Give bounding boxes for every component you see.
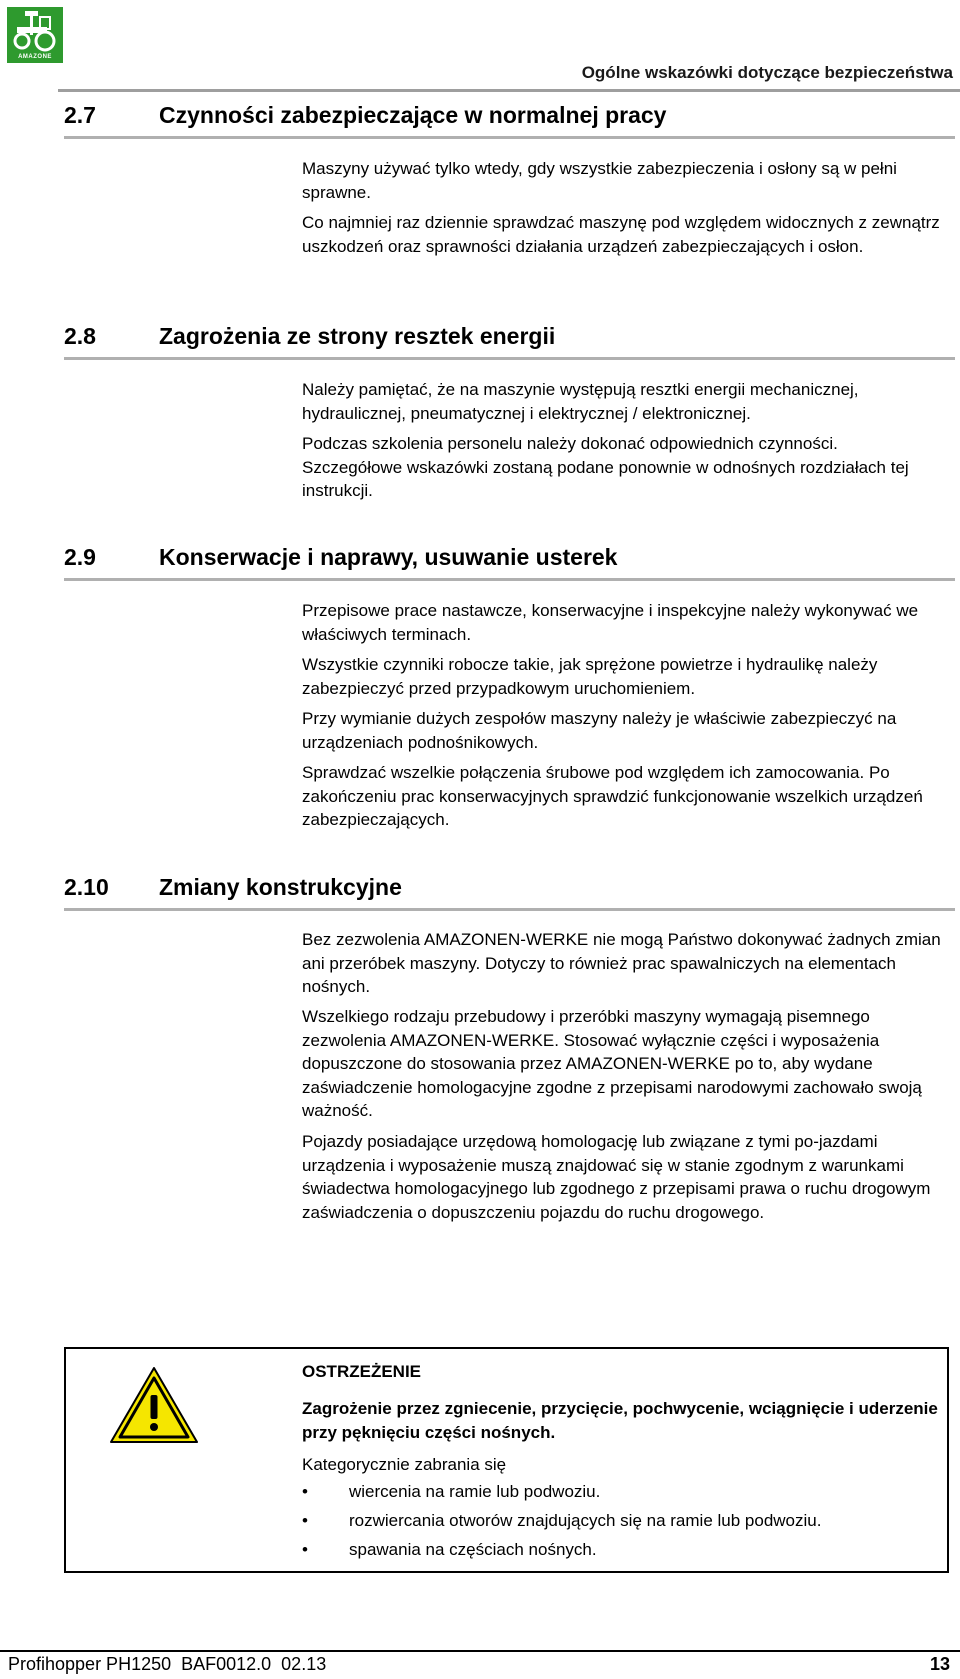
amazone-logo bbox=[7, 7, 63, 63]
bullet-icon: • bbox=[302, 1482, 308, 1501]
warning-list-item-text: rozwiercania otworów znajdujących się na ramie lub podwoziu. bbox=[349, 1511, 822, 1530]
section-title: Zmiany konstrukcyjne bbox=[159, 874, 402, 900]
section-divider bbox=[64, 908, 955, 911]
section-title: Czynności zabezpieczające w normalnej pracy bbox=[159, 102, 667, 128]
bullet-icon: • bbox=[302, 1540, 308, 1559]
section-divider bbox=[64, 357, 955, 360]
section-divider bbox=[64, 578, 955, 581]
paragraph: Pojazdy posiadające urzędową homologację lub związane z tymi po-jazdami urządzenia i wyposażenie muszą znajdować się w stanie zgodnym z warunkami świadectwa homologacyjnego lub zgodnego z przepisami prawa o ruchu drogowym zaświadczenia o dopuszczeniu pojazdu do ruchu drogowego. bbox=[302, 1132, 931, 1222]
footer-document-id: Profihopper PH1250 BAF0012.0 02.13 bbox=[8, 1654, 327, 1674]
bullet-icon: • bbox=[302, 1511, 308, 1530]
warning-triangle-icon bbox=[108, 1365, 200, 1445]
section-number: 2.9 bbox=[64, 544, 96, 570]
footer-divider bbox=[0, 1650, 960, 1652]
warning-list-item-text: wiercenia na ramie lub podwoziu. bbox=[349, 1482, 601, 1501]
paragraph: Przy wymianie dużych zespołów maszyny należy je właściwie zabezpieczyć na urządzeniach podnośnikowych. bbox=[302, 709, 897, 752]
tractor-logo-icon bbox=[7, 7, 63, 55]
section-number: 2.10 bbox=[64, 874, 109, 900]
paragraph: Co najmniej raz dziennie sprawdzać maszynę pod względem widocznych z zewnątrz uszkodzeń oraz sprawności działania urządzeń zabezpieczających i osłon. bbox=[302, 213, 940, 256]
section-title: Zagrożenia ze strony resztek energii bbox=[159, 323, 556, 349]
running-header-title: Ogólne wskazówki dotyczące bezpieczeństwa bbox=[581, 63, 953, 82]
paragraph: Należy pamiętać, że na maszynie występują resztki energii mechanicznej, hydraulicznej, pneumatycznej i elektrycznej / elektronicznej. bbox=[302, 380, 859, 423]
paragraph: Maszyny używać tylko wtedy, gdy wszystkie zabezpieczenia i osłony są w pełni sprawne. bbox=[302, 159, 897, 202]
paragraph: Podczas szkolenia personelu należy dokonać odpowiednich czynności. Szczegółowe wskazówki zostaną podane ponownie w odnośnych rozdziałach tej instrukcji. bbox=[302, 434, 909, 500]
paragraph: Wszystkie czynniki robocze takie, jak sprężone powietrze i hydraulikę należy zabezpieczyć przed przypadkowym uruchomieniem. bbox=[302, 655, 878, 698]
paragraph: Wszelkiego rodzaju przebudowy i przeróbki maszyny wymagają pisemnego zezwolenia AMAZONEN-WERKE. Stosować wyłącznie części i wyposażenia dopuszczone do stosowania przez AMAZONEN-WERKE po to, aby wydane zaświadczenie homologacyjne zgodne z przepisami narodowymi zachowało swoją ważność. bbox=[302, 1007, 922, 1120]
warning-list-item-text: spawania na częściach nośnych. bbox=[349, 1540, 597, 1559]
section-title: Konserwacje i naprawy, usuwanie usterek bbox=[159, 544, 618, 570]
warning-intro: Kategorycznie zabrania się bbox=[302, 1455, 507, 1474]
section-number: 2.8 bbox=[64, 323, 96, 349]
page-number: 13 bbox=[929, 1654, 950, 1674]
warning-hazard-text: Zagrożenie przez zgniecenie, przycięcie, pochwycenie, wciągnięcie i uderzenie przy pęknięciu części nośnych. bbox=[302, 1399, 938, 1442]
section-number: 2.7 bbox=[64, 102, 96, 128]
paragraph: Sprawdzać wszelkie połączenia śrubowe pod względem ich zamocowania. Po zakończeniu prac konserwacyjnych sprawdzić funkcjonowanie wszelkich urządzeń zabezpieczających. bbox=[302, 763, 923, 829]
warning-heading: OSTRZEŻENIE bbox=[302, 1362, 422, 1381]
paragraph: Bez zezwolenia AMAZONEN-WERKE nie mogą Państwo dokonywać żadnych zmian ani przeróbek maszyny. Dotyczy to również prac spawalniczych na elementach nośnych. bbox=[302, 930, 941, 996]
header-divider bbox=[58, 89, 960, 92]
paragraph: Przepisowe prace nastawcze, konserwacyjne i inspekcyjne należy wykonywać we właściwych terminach. bbox=[302, 601, 919, 644]
logo-brand-text: AMAZONE bbox=[18, 54, 52, 60]
section-divider bbox=[64, 136, 955, 139]
